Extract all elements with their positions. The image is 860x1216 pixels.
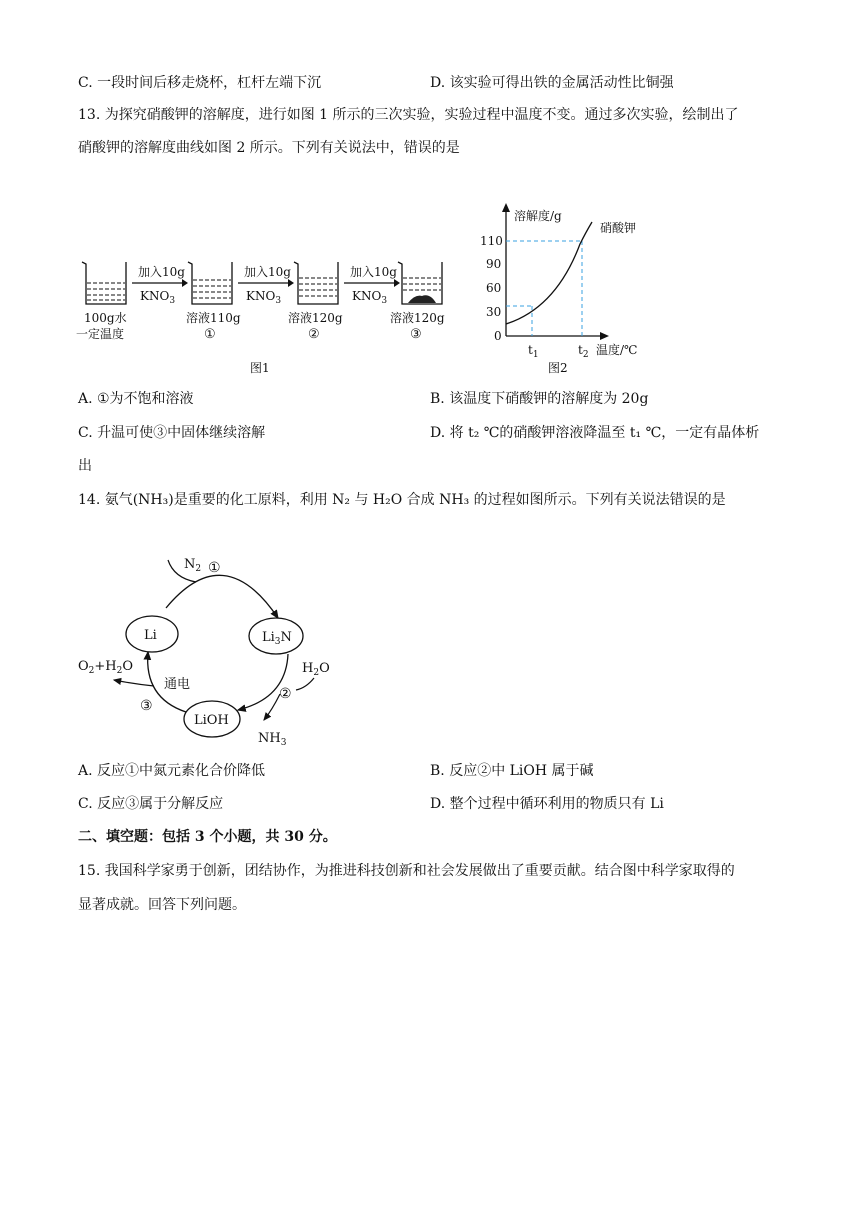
beaker2-num: ②	[308, 327, 320, 342]
fig2-xlabel: 温度/℃	[596, 343, 638, 357]
step2-label: ②	[279, 686, 292, 702]
q12-option-d: D. 该实验可得出铁的金属活动性比铜强	[430, 75, 674, 91]
solubility-curve	[506, 222, 592, 324]
arrow1-add: 加入10g	[138, 265, 185, 279]
beaker-3	[398, 262, 442, 304]
ytick-0: 0	[494, 329, 502, 343]
arrow2-reagent: $KNO_3$	[246, 289, 282, 306]
curve-label: 硝酸钾	[600, 221, 637, 235]
node-lioh-label: LiOH	[194, 713, 229, 728]
q14-option-a: A. 反应①中氮元素化合价降低	[78, 763, 266, 779]
beaker1-label: 溶液110g	[186, 311, 241, 325]
step3-label: ③	[140, 698, 153, 714]
arrow2-add: 加入10g	[244, 265, 291, 279]
ytick-30: 30	[486, 305, 502, 319]
step1-label: ①	[208, 560, 221, 576]
arrow3-add: 加入10g	[350, 265, 397, 279]
q14-option-c: C. 反应③属于分解反应	[78, 796, 224, 812]
arrow3-reagent: $KNO_3$	[352, 289, 388, 306]
q13-option-c: C. 升温可使③中固体继续溶解	[78, 425, 266, 441]
node-li3n	[249, 618, 303, 654]
beaker-1	[188, 262, 232, 304]
undissolved-solid	[408, 295, 436, 303]
nh3-label: $NH_3$	[258, 731, 287, 748]
h2o-inlet-arrow	[296, 678, 314, 690]
q13-figure1	[70, 250, 460, 380]
q13-option-d-cont: 出	[78, 458, 92, 474]
node-li-label: Li	[144, 628, 157, 643]
q13-option-d: D. 将 t₂ ℃的硝酸钾溶液降温至 t₁ ℃，一定有晶体析	[430, 425, 760, 441]
beaker3-num: ③	[410, 327, 422, 342]
section2-heading: 二、填空题：包括 3 个小题，共 30 分。	[78, 829, 337, 845]
node-li3n-label: $Li_3N$	[262, 630, 292, 647]
o2h2o-outlet-arrow	[114, 680, 154, 686]
beaker2-label: 溶液120g	[288, 311, 343, 325]
q13-figure2	[476, 200, 666, 380]
q14-cycle-diagram	[74, 548, 354, 748]
q15-line2: 显著成就。回答下列问题。	[78, 897, 246, 913]
fig1-caption: 图1	[250, 361, 270, 375]
arc-li-to-li3n	[166, 575, 278, 618]
q13-stem-line2: 硝酸钾的溶解度曲线如图 2 所示。下列有关说法中，错误的是	[78, 140, 460, 156]
beaker3-label: 溶液120g	[390, 311, 445, 325]
beaker1-num: ①	[204, 327, 216, 342]
beaker-water	[82, 262, 126, 304]
o2h2o-label: $O_2+H_2O$	[78, 659, 134, 676]
fig2-caption: 图2	[548, 361, 568, 375]
q12-option-c: C. 一段时间后移走烧杯，杠杆左端下沉	[78, 75, 322, 91]
start-label2: 一定温度	[76, 327, 125, 341]
q13-option-a: A. ①为不饱和溶液	[78, 391, 194, 407]
q14-option-b: B. 反应②中 LiOH 属于碱	[430, 763, 594, 779]
start-label1: 100g水	[84, 311, 127, 325]
ytick-110: 110	[480, 234, 503, 248]
ytick-90: 90	[486, 257, 502, 271]
q15-line1: 15. 我国科学家勇于创新，团结协作，为推进科技创新和社会发展做出了重要贡献。结合图中科学家取得的	[78, 863, 735, 879]
q13-stem-line1: 13. 为探究硝酸钾的溶解度，进行如图 1 所示的三次实验，实验过程中温度不变。通过多次实验，绘制出了	[78, 107, 739, 123]
h2o-label: $H_2O$	[302, 661, 330, 678]
electrolysis-label: 通电	[164, 677, 191, 692]
xtick-t2: $t_2$	[578, 343, 589, 360]
q14-stem: 14. 氨气(NH₃)是重要的化工原料，利用 N₂ 与 H₂O 合成 NH₃ 的过程如图所示。下列有关说法错误的是	[78, 492, 726, 508]
xtick-t1: $t_1$	[528, 343, 539, 360]
n2-label: $N_2$	[184, 557, 202, 574]
q14-option-d: D. 整个过程中循环利用的物质只有 Li	[430, 796, 664, 812]
fig2-ylabel: 溶解度/g	[514, 209, 562, 223]
q13-option-b: B. 该温度下硝酸钾的溶解度为 20g	[430, 391, 649, 407]
ytick-60: 60	[486, 281, 502, 295]
arrow1-reagent: $KNO_3$	[140, 289, 176, 306]
beaker-2	[294, 262, 338, 304]
